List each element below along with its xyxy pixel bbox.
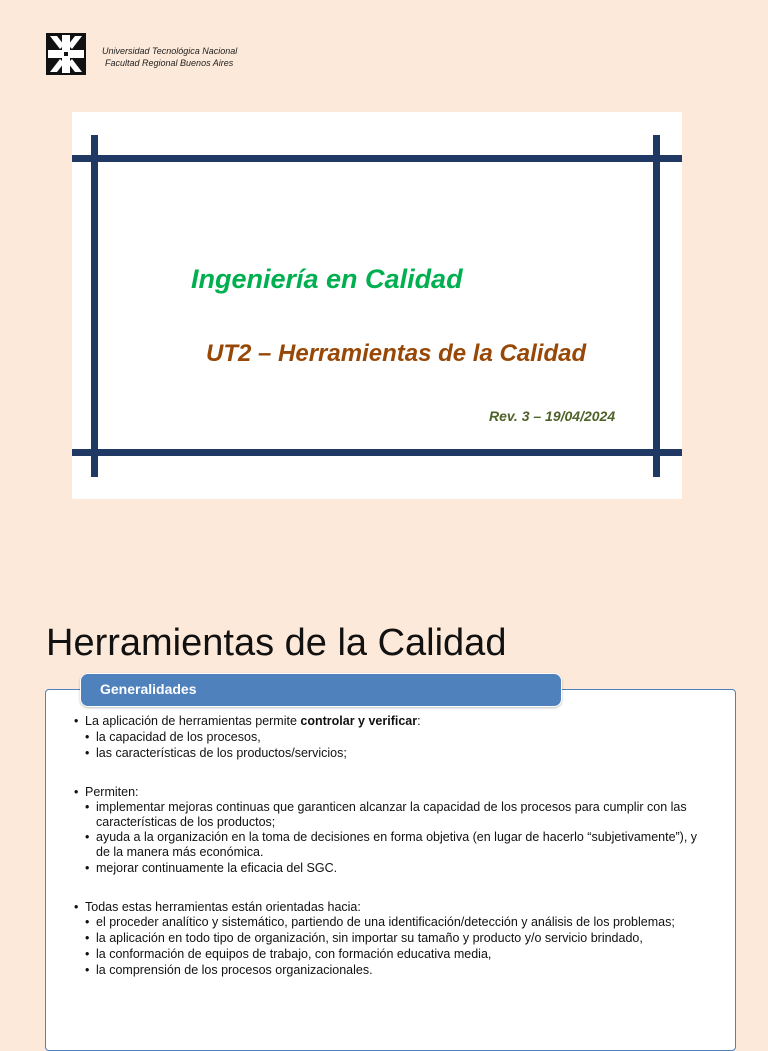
bullet-text: : (417, 714, 421, 728)
list-item: • la comprensión de los procesos organizacionales. (74, 962, 714, 978)
bullet-permiten: • Permiten: (74, 784, 714, 800)
bullet-bold-text: controlar y verificar (300, 714, 418, 728)
frame-right-bar (653, 135, 660, 477)
section-tab (80, 673, 562, 707)
course-title: Ingeniería en Calidad (191, 264, 463, 294)
bullet-orientation: • Todas estas herramientas están orientadas hacia: (74, 899, 714, 915)
list-item: • el proceder analítico y sistemático, partiendo de una identificación/detección y análisis de los problemas; (74, 915, 714, 930)
cover-card (72, 112, 682, 499)
slide-heading: Herramientas de la Calidad (46, 622, 507, 664)
bullet-text: La aplicación de herramientas permite (85, 714, 301, 728)
list-item: • mejorar continuamente la eficacia del SGC. (74, 860, 714, 876)
unit-title: UT2 – Herramientas de la Calidad (206, 340, 587, 367)
list-item: • las características de los productos/servicios; (74, 745, 714, 761)
bullet-intro (74, 713, 714, 729)
content-text (74, 713, 714, 978)
faculty-name: Facultad Regional Buenos Aires (105, 58, 234, 68)
section-tab-label: Generalidades (100, 681, 197, 697)
university-name: Universidad Tecnológica Nacional (102, 46, 238, 56)
utn-logo-icon (46, 33, 86, 75)
list-item: • la capacidad de los procesos, (74, 729, 714, 745)
list-item: • la conformación de equipos de trabajo, con formación educativa media, (74, 946, 714, 962)
revision-label: Rev. 3 – 19/04/2024 (489, 408, 616, 424)
list-item: • la aplicación en todo tipo de organización, sin importar su tamaño y producto y/o servicio brindado, (74, 930, 714, 946)
frame-top-bar (72, 155, 682, 162)
list-item: • ayuda a la organización en la toma de decisiones en forma objetiva (en lugar de hacerlo “subjetivamente”), y de la manera más económica. (74, 830, 714, 860)
institution-name (102, 45, 237, 69)
list-item: • implementar mejoras continuas que garanticen alcanzar la capacidad de los procesos para cumplir con las características de los productos; (74, 800, 714, 830)
frame-left-bar (91, 135, 98, 477)
frame-bottom-bar (72, 449, 682, 456)
